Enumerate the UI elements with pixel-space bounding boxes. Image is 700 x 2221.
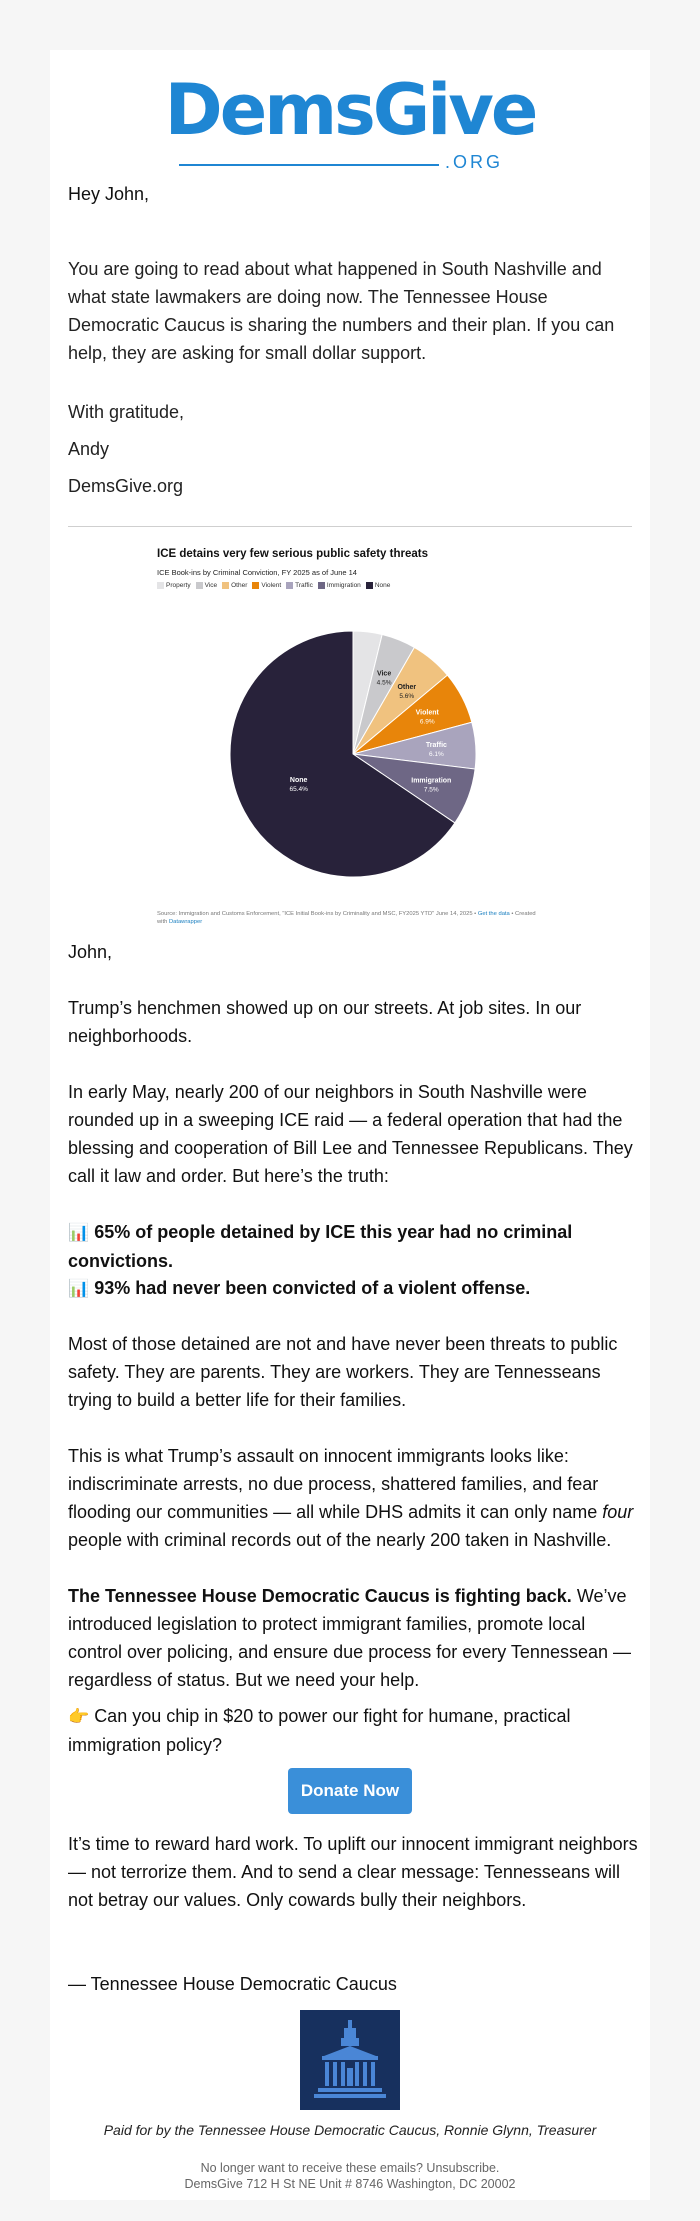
paragraph-4-a: This is what Trump’s assault on innocent immigrants looks like: indiscriminate arrests, no due process, shattered families, and fear flooding our communities — all while DHS admits it can only name [68, 1446, 603, 1522]
legend-swatch [318, 582, 325, 589]
legend-label: None [374, 582, 391, 590]
donation-ask [68, 1702, 638, 1759]
legend-label: Immigration [326, 582, 361, 590]
paragraph-5-rest: We’ve introduced legislation to protect immigrant families, promote local control over policing, and ensure due process for every Tennessean — regardless of status. But we need your help. [68, 1586, 631, 1690]
signoff-org: DemsGive.org [68, 476, 184, 496]
logo-wordmark: DemsGive [164, 69, 536, 151]
legend-label: Traffic [295, 582, 313, 590]
legend-swatch [252, 582, 259, 589]
intro-paragraph: You are going to read about what happened in South Nashville and what state lawmakers are doing now. The Tennessee House Democratic Caucus is sharing the numbers and their plan. If you can help, they are asking for small dollar support. [68, 259, 615, 363]
mailing-address: DemsGive 712 H St NE Unit # 8746 Washington, DC 20002 [184, 2177, 516, 2191]
legend-label: Other [231, 582, 248, 590]
salutation: John, [68, 942, 113, 962]
legend-item [286, 582, 313, 589]
legend-label: Violent [261, 582, 282, 590]
slice-label: None [289, 776, 308, 784]
capitol-icon [300, 2010, 400, 2110]
legend-item [252, 582, 281, 589]
footer-info [50, 2160, 650, 2192]
donate-now-button[interactable]: Donate Now [288, 1768, 412, 1814]
chart-source [157, 910, 547, 926]
greeting: Hey John, [68, 184, 150, 204]
paragraph-6: It’s time to reward hard work. To uplift our innocent immigrant neighbors — not terrorize them. And to send a clear message: Tennesseans will not betray our values. Only cowards bully their neighbors. [68, 1834, 638, 1910]
paragraph-3: Most of those detained are not and have never been threats to public safety. They are parents. They are workers. They are Tennesseans trying to build a better life for their families. [68, 1334, 618, 1410]
donation-ask-text: Can you chip in $20 to power our fight for humane, practical immigration policy? [68, 1706, 571, 1755]
divider [68, 526, 632, 527]
legend-label: Property [166, 582, 191, 590]
slice-label: Violent [415, 709, 439, 717]
stat-2 [68, 1274, 638, 1303]
paragraph-4-b: people with criminal records out of the nearly 200 taken in Nashville. [68, 1530, 612, 1550]
get-data-link[interactable]: Get the data [477, 911, 510, 917]
logo-suffix: .ORG [445, 152, 504, 172]
paragraph-1: Trump’s henchmen showed up on our streets. At job sites. In our neighborhoods. [68, 998, 582, 1046]
created-with-text: • Created with [157, 911, 536, 925]
slice-value-label: 65.4% [289, 785, 308, 793]
ice-chart[interactable] [153, 544, 547, 930]
datawrapper-link[interactable]: Datawrapper [168, 919, 203, 925]
signature: — Tennessee House Democratic Caucus [68, 1974, 397, 1994]
stat-2-text: 93% had never been convicted of a violent offense. [94, 1278, 531, 1298]
stat-1-text: 65% of people detained by ICE this year had no criminal convictions. [68, 1222, 573, 1271]
legend-swatch [366, 582, 373, 589]
legend-label: Vice [204, 582, 218, 590]
legend-swatch [286, 582, 293, 589]
slice-value-label: 4.5% [376, 679, 392, 687]
chart-subtitle: ICE Book-ins by Criminal Conviction, FY 2025 as of June 14 [157, 568, 357, 577]
demsgive-logo[interactable] [50, 68, 650, 172]
legend-swatch [196, 582, 203, 589]
legend-swatch [222, 582, 229, 589]
legend-item [318, 582, 361, 589]
bar-chart-icon: 📊 [68, 1223, 90, 1243]
pointing-hand-icon: 👉 [68, 1707, 90, 1727]
chart-title: ICE detains very few serious public safety threats [157, 548, 428, 560]
slice-value-label: 5.6% [399, 692, 415, 700]
paragraph-5 [68, 1582, 638, 1694]
paragraph-4-emphasis: four [602, 1502, 634, 1522]
legend-swatch [157, 582, 164, 589]
signoff-line: With gratitude, [68, 402, 185, 422]
paragraph-4 [68, 1442, 638, 1554]
stat-1 [68, 1218, 638, 1275]
pie-chart [153, 594, 547, 904]
bar-chart-icon: 📊 [68, 1279, 90, 1299]
slice-label: Other [397, 683, 417, 691]
legend-item [196, 582, 218, 589]
chart-source-text: Source: Immigration and Customs Enforcement, "ICE Initial Book-ins by Criminality and MSC, FY2025 YTD" June 14, 2025 • [157, 911, 477, 917]
slice-value-label: 6.9% [419, 718, 435, 726]
signoff-name: Andy [68, 439, 110, 459]
paragraph-5-bold: The Tennessee House Democratic Caucus is fighting back. [68, 1586, 572, 1606]
unsubscribe-link[interactable]: No longer want to receive these emails? Unsubscribe. [200, 2161, 500, 2175]
legend-item [157, 582, 191, 589]
legend-item [366, 582, 391, 589]
email-card [50, 50, 650, 2200]
paid-for-disclaimer: Paid for by the Tennessee House Democratic Caucus, Ronnie Glynn, Treasurer [103, 2122, 597, 2138]
slice-value-label: 7.5% [423, 786, 439, 794]
paragraph-2: In early May, nearly 200 of our neighbors in South Nashville were rounded up in a sweeping ICE raid — a federal operation that had the blessing and cooperation of Bill Lee and Tennessee Republicans. They call it law and order. But here’s the truth: [68, 1082, 633, 1186]
legend-item [222, 582, 247, 589]
slice-label: Immigration [411, 777, 452, 785]
chart-legend [157, 582, 395, 589]
slice-label: Vice [376, 670, 392, 678]
logo-underline [179, 164, 439, 166]
slice-value-label: 6.1% [429, 751, 444, 759]
capitol-seal [300, 2010, 400, 2110]
slice-label: Traffic [425, 742, 447, 750]
